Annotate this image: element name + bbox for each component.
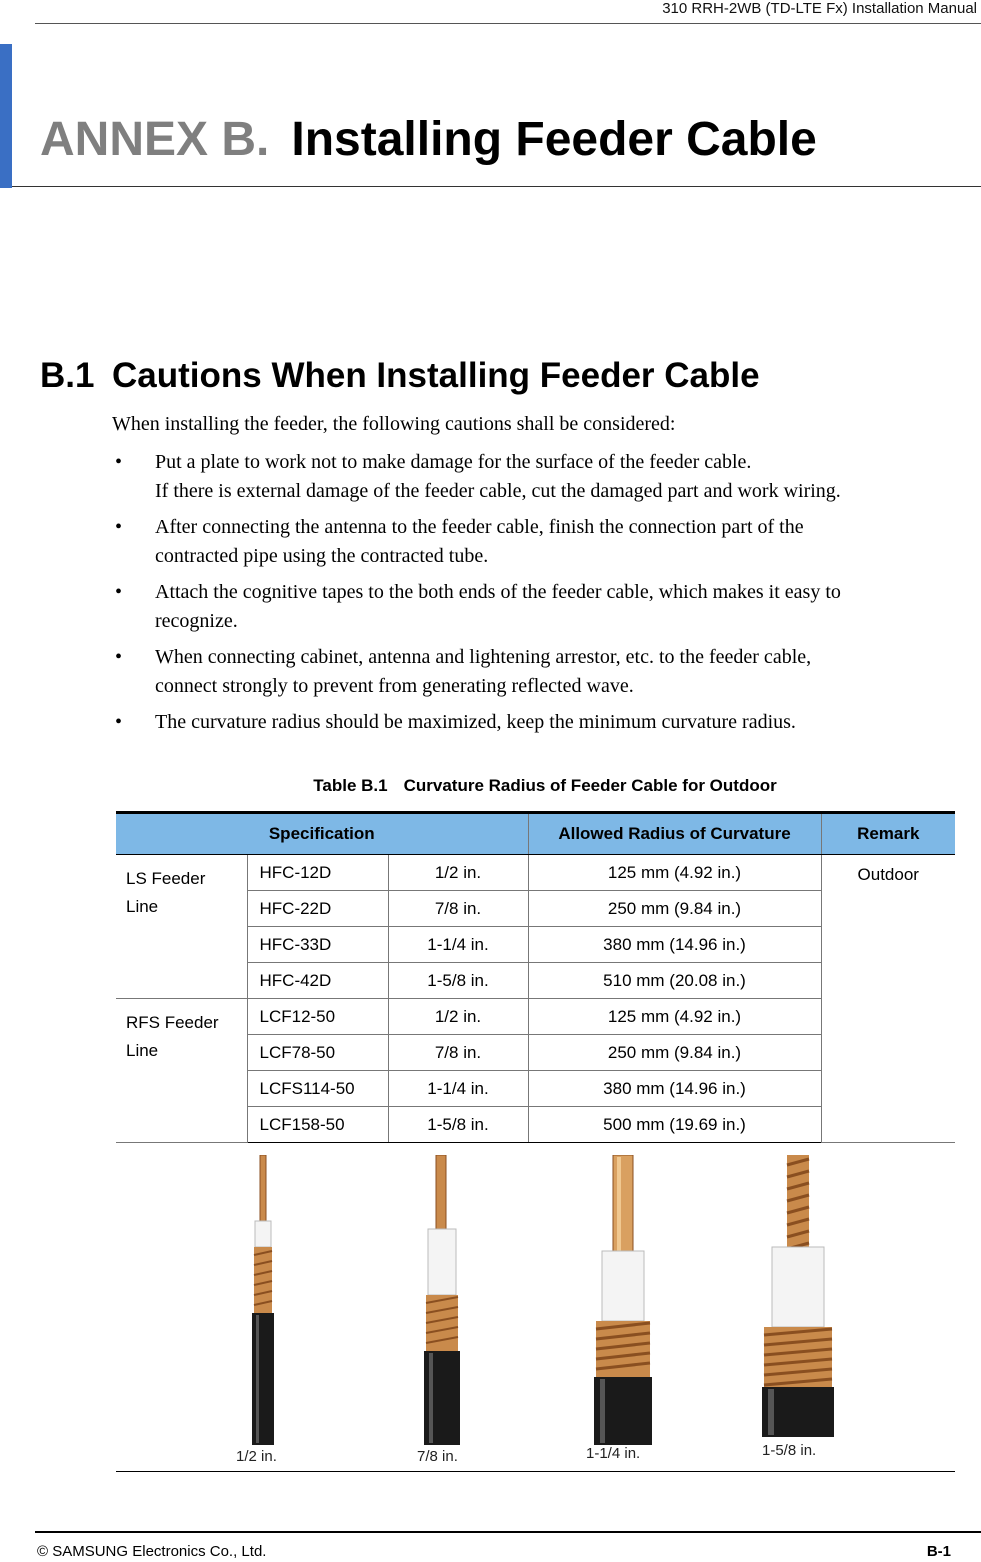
list-item: [112, 513, 957, 571]
size-cell: 1-1/4 in.: [388, 1071, 528, 1107]
table-header-row: [116, 813, 955, 855]
size-cell: 1/2 in.: [388, 999, 528, 1035]
model-cell: LCFS114-50: [247, 1071, 388, 1107]
radius-cell: 500 mm (19.69 in.): [528, 1107, 821, 1143]
annex-rule: [12, 186, 981, 187]
annex-title: [40, 112, 817, 167]
table-caption-number: Table B.1: [313, 776, 388, 795]
cable-image-five-eighths: [756, 1155, 840, 1445]
curvature-table: [116, 811, 955, 1143]
bullet-mark: •: [115, 581, 123, 603]
group-cell: [116, 999, 247, 1143]
size-cell: 1/2 in.: [388, 855, 528, 891]
list-item: [112, 448, 957, 506]
bullet-text: If there is external damage of the feeder cable, cut the damaged part and work wiring.: [155, 480, 841, 502]
size-cell: 7/8 in.: [388, 1035, 528, 1071]
cable-image-seven-eighths: [416, 1155, 470, 1445]
radius-cell: 380 mm (14.96 in.): [528, 927, 821, 963]
model-cell: LCF12-50: [247, 999, 388, 1035]
radius-cell: 125 mm (4.92 in.): [528, 855, 821, 891]
model-cell: LCF158-50: [247, 1107, 388, 1143]
radius-cell: 125 mm (4.92 in.): [528, 999, 821, 1035]
running-header: 310 RRH-2WB (TD-LTE Fx) Installation Manual: [662, 0, 977, 17]
section-title: [40, 356, 760, 396]
bullet-mark: •: [115, 516, 123, 538]
cable-image-half-inch: [244, 1155, 284, 1445]
model-cell: LCF78-50: [247, 1035, 388, 1071]
annex-prefix: ANNEX B.: [40, 113, 270, 166]
cable-image-one-quarter: [588, 1155, 660, 1445]
cable-label: 1-1/4 in.: [586, 1445, 641, 1462]
list-item: [112, 708, 957, 737]
annex-accent-bar: [0, 44, 12, 188]
group-name: RFS Feeder: [126, 1013, 219, 1032]
cable-figure: [116, 1145, 955, 1472]
header-radius: Allowed Radius of Curvature: [528, 813, 821, 855]
bullet-text: Attach the cognitive tapes to the both ends of the feeder cable, which makes it easy to: [155, 581, 841, 603]
bullet-text: When connecting cabinet, antenna and lightening arrestor, etc. to the feeder cable,: [155, 646, 812, 668]
footer-copyright: © SAMSUNG Electronics Co., Ltd.: [37, 1543, 267, 1560]
group-name: Line: [126, 897, 159, 916]
radius-cell: 250 mm (9.84 in.): [528, 891, 821, 927]
section-heading: Cautions When Installing Feeder Cable: [112, 356, 760, 395]
model-cell: HFC-22D: [247, 891, 388, 927]
group-name: Line: [126, 1041, 159, 1060]
bullet-text: Put a plate to work not to make damage for the surface of the feeder cable.: [155, 451, 752, 473]
bullet-text: recognize.: [155, 610, 238, 632]
section-number: B.1: [40, 356, 95, 395]
group-name: LS Feeder: [126, 869, 206, 888]
list-item: [112, 643, 957, 701]
list-item: [112, 578, 957, 636]
footer-page-number: B-1: [926, 1543, 951, 1560]
bullet-text: connect strongly to prevent from generating reflected wave.: [155, 675, 634, 697]
table-caption-title: Curvature Radius of Feeder Cable for Outdoor: [403, 776, 777, 795]
bullet-text: contracted pipe using the contracted tube.: [155, 545, 489, 567]
model-cell: HFC-12D: [247, 855, 388, 891]
cable-label: 1-5/8 in.: [762, 1442, 817, 1459]
table-row: [116, 855, 955, 891]
bullet-mark: •: [115, 451, 123, 473]
model-cell: HFC-42D: [247, 963, 388, 999]
caution-list: [112, 448, 957, 744]
radius-cell: 250 mm (9.84 in.): [528, 1035, 821, 1071]
size-cell: 7/8 in.: [388, 891, 528, 927]
radius-cell: 380 mm (14.96 in.): [528, 1071, 821, 1107]
cable-label: 1/2 in.: [236, 1448, 277, 1465]
cable-label: 7/8 in.: [417, 1448, 458, 1465]
bullet-mark: •: [115, 646, 123, 668]
radius-cell: 510 mm (20.08 in.): [528, 963, 821, 999]
header-rule: [35, 23, 981, 24]
bullet-text: After connecting the antenna to the feeder cable, finish the connection part of the: [155, 516, 804, 538]
remark-cell: Outdoor: [821, 855, 955, 1143]
section-intro: When installing the feeder, the following cautions shall be considered:: [112, 413, 676, 435]
group-cell: [116, 855, 247, 999]
model-cell: HFC-33D: [247, 927, 388, 963]
footer-rule: [35, 1531, 981, 1533]
size-cell: 1-5/8 in.: [388, 1107, 528, 1143]
annex-main-title: Installing Feeder Cable: [291, 113, 817, 166]
table-caption: [0, 776, 981, 796]
header-specification: Specification: [116, 813, 528, 855]
bullet-text: The curvature radius should be maximized, keep the minimum curvature radius.: [155, 711, 796, 733]
size-cell: 1-5/8 in.: [388, 963, 528, 999]
header-remark: Remark: [821, 813, 955, 855]
bullet-mark: •: [115, 711, 123, 733]
size-cell: 1-1/4 in.: [388, 927, 528, 963]
